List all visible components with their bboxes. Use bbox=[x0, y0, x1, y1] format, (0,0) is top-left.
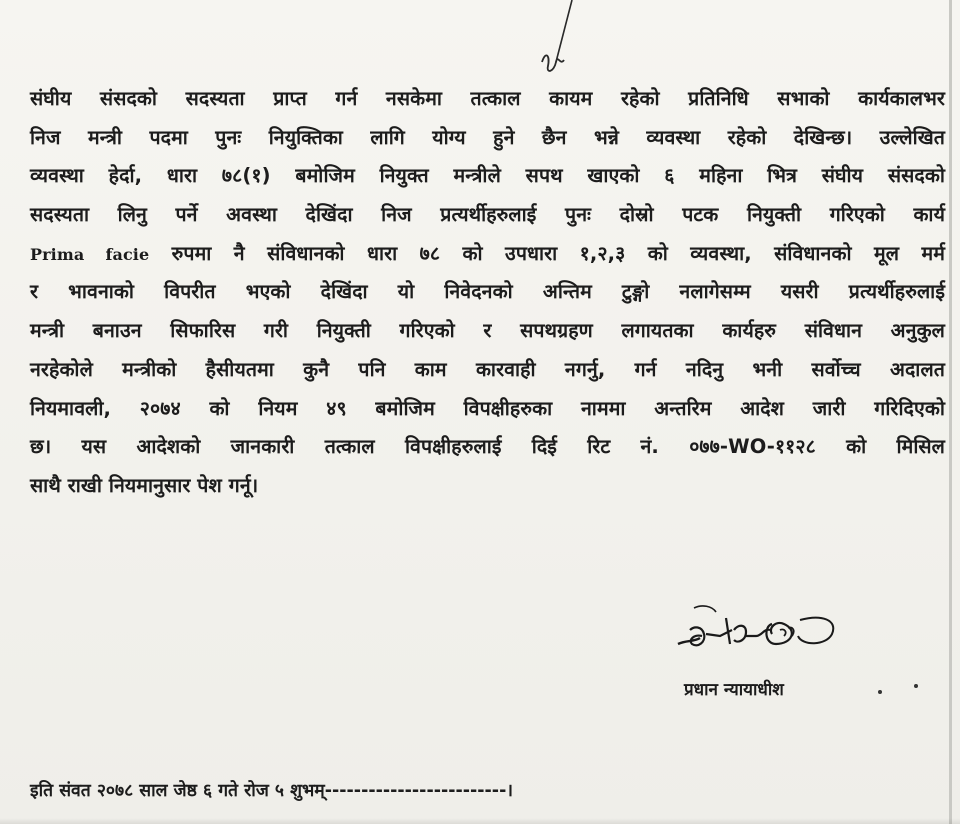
date-footer: इति संवत २०७८ साल जेष्ठ ६ गते रोज ५ शुभम्-------------------------। bbox=[30, 781, 513, 801]
paragraph-line-10: छ। यस आदेशको जानकारी तत्काल विपक्षीहरुलाई दिई रिट नं. ०७७-WO-११२८ को मिसिल bbox=[30, 435, 945, 459]
paragraph-line-3: व्यवस्था हेर्दा, धारा ७८(१) बमोजिम नियुक्त मन्त्रीले सपथ खाएको ६ महिना भित्र संघीय संसदको bbox=[30, 164, 945, 188]
paragraph-line-1: संघीय संसदको सदस्यता प्राप्त गर्न नसकेमा तत्काल कायम रहेको प्रतिनिधि सभाको कार्यकालभर bbox=[30, 87, 945, 110]
signatory-title: प्रधान न्यायाधीश bbox=[684, 680, 784, 700]
page-shadow bbox=[0, 818, 960, 824]
latin-phrase: Prima facie bbox=[30, 244, 150, 264]
ink-dot bbox=[878, 690, 882, 694]
paragraph-line-5-text: रुपमा नै संविधानको धारा ७८ को उपधारा १,२,३ को व्यवस्था, संविधानको मूल मर्म bbox=[149, 241, 945, 265]
page-edge bbox=[949, 0, 952, 824]
handwritten-signature bbox=[672, 600, 862, 670]
ink-dot bbox=[914, 684, 918, 688]
paragraph-line-8: नरहेकोले मन्त्रीको हैसीयतमा कुनै पनि काम कारवाही नगर्नु, गर्न नदिनु भनी सर्वोच्च अदालत bbox=[30, 357, 945, 381]
paragraph-line-9: नियमावली, २०७४ को नियम ४९ बमोजिम विपक्षीहरुका नाममा अन्तरिम आदेश जारी गरिदिएको bbox=[30, 396, 945, 420]
paragraph-line-4: सदस्यता लिनु पर्ने अवस्था देखिंदा निज प्रत्यर्थीहरुलाई पुनः दोस्रो पटक नियुक्ती गरिएको कार्य bbox=[30, 203, 945, 227]
paragraph-line-7: मन्त्री बनाउन सिफारिस गरी नियुक्ती गरिएको र सपथग्रहण लगायतका कार्यहरु संविधान अनुकुल bbox=[30, 319, 945, 343]
pen-stroke-mark bbox=[520, 0, 580, 92]
paragraph-line-6: र भावनाको विपरीत भएको देखिंदा यो निवेदनको अन्तिम टुङ्गो नलागेसम्म यसरी प्रत्यर्थीहरुलाई bbox=[30, 280, 945, 304]
paragraph-line-5 bbox=[30, 235, 945, 274]
paragraph-line-2: निज मन्त्री पदमा पुनः नियुक्तिका लागि योग्य हुने छैन भन्ने व्यवस्था रहेको देखिन्छ। उल्लेखित bbox=[30, 125, 945, 149]
order-paragraph bbox=[30, 80, 945, 506]
paragraph-line-11: साथै राखी नियमानुसार पेश गर्नू। bbox=[30, 473, 259, 497]
